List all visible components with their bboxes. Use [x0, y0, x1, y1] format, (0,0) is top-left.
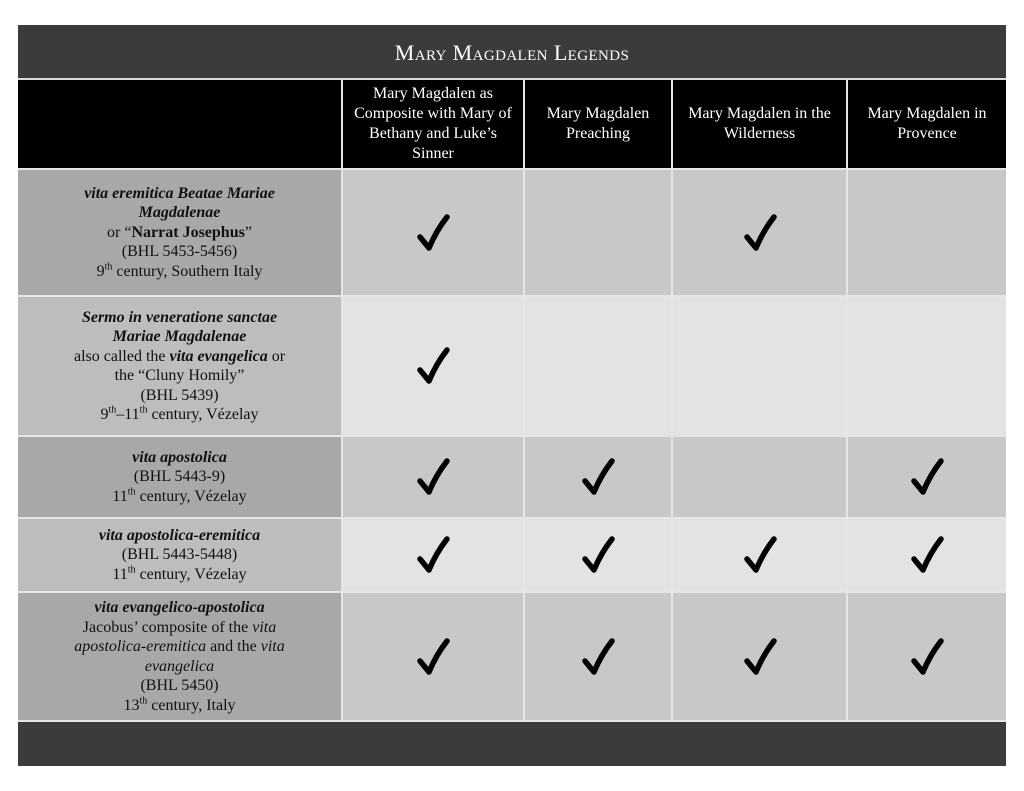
check-cell: [343, 593, 525, 722]
checkmark-icon: [416, 213, 450, 253]
text: or “: [107, 223, 132, 241]
check-cell: [525, 593, 673, 722]
text: evangelica: [144, 657, 215, 675]
text: century, Italy: [147, 696, 236, 714]
check-cell: [525, 297, 673, 437]
row-label: [18, 593, 343, 722]
check-cell: [343, 519, 525, 593]
header-corner: [18, 80, 343, 170]
text: century, Vézelay: [135, 487, 247, 505]
checkmark-icon: [416, 457, 450, 497]
checkmark-icon: [416, 346, 450, 386]
column-header-wilderness: Mary Magdalen in the Wilderness: [673, 80, 848, 170]
text: or: [267, 347, 286, 365]
check-cell: [848, 297, 1006, 437]
checkmark-icon: [743, 637, 777, 677]
checkmark-icon: [416, 637, 450, 677]
checkmark-icon: [910, 637, 944, 677]
text: vita eremitica Beatae Mariae: [84, 184, 275, 202]
checkmark-icon: [910, 535, 944, 575]
text: vita evangelico-apostolica: [94, 599, 265, 616]
legends-table: [18, 25, 1006, 766]
table-row: [18, 170, 1006, 297]
text: vita: [260, 638, 285, 655]
check-cell: [673, 297, 848, 437]
column-header-provence: Mary Magdalen in Provence: [848, 80, 1006, 170]
text: ”: [244, 223, 252, 241]
text: and the: [206, 638, 261, 655]
text: century, Vézelay: [147, 406, 259, 423]
column-header-preaching: Mary Magdalen Preaching: [525, 80, 673, 170]
text: (BHL 5439): [140, 386, 219, 404]
text: Narrat Josephus: [131, 223, 245, 241]
text: vita evangelica: [169, 347, 268, 365]
table-grid: [18, 80, 1006, 722]
row-label: [18, 297, 343, 437]
table-title: Mary Magdalen Legends: [18, 25, 1006, 80]
header-row: [18, 80, 1006, 170]
row-label: [18, 519, 343, 593]
text: (BHL 5453-5456): [121, 243, 238, 261]
check-cell: [848, 170, 1006, 297]
checkmark-icon: [910, 457, 944, 497]
check-cell: [673, 437, 848, 519]
check-cell: [343, 170, 525, 297]
checkmark-icon: [416, 535, 450, 575]
text: Mariae Magdalenae: [112, 328, 247, 345]
text: th: [139, 404, 148, 416]
check-cell: [343, 297, 525, 437]
text: century, Southern Italy: [112, 262, 263, 280]
check-cell: [525, 170, 673, 297]
checkmark-icon: [581, 637, 615, 677]
check-cell: [673, 519, 848, 593]
text: th: [127, 486, 136, 498]
check-cell: [525, 519, 673, 593]
text: 9: [96, 262, 105, 280]
text: 9: [100, 406, 109, 423]
column-header-composite: Mary Magdalen as Composite with Mary of Bethany and Luke’s Sinner: [343, 80, 525, 170]
text: apostolica-eremitica: [74, 638, 207, 655]
check-cell: [848, 519, 1006, 593]
text: century, Vézelay: [135, 565, 247, 583]
text: Jacobus’ composite of the: [82, 618, 253, 636]
check-cell: [848, 437, 1006, 519]
text: –11: [116, 406, 140, 423]
table-row: [18, 593, 1006, 722]
check-cell: [343, 437, 525, 519]
check-cell: [673, 593, 848, 722]
table-row: [18, 297, 1006, 437]
text: 13: [123, 696, 140, 714]
text: th: [139, 695, 148, 707]
text: also called the: [73, 347, 170, 365]
checkmark-icon: [581, 457, 615, 497]
text: Magdalenae: [138, 204, 221, 222]
text: vita apostolica-eremitica: [98, 526, 261, 544]
text: (BHL 5450): [140, 677, 219, 694]
text: 11: [112, 487, 128, 505]
text: th: [108, 404, 117, 416]
checkmark-icon: [743, 535, 777, 575]
footer-band: [18, 722, 1006, 766]
text: 11: [112, 565, 128, 583]
text: Sermo in veneratione sanctae: [81, 308, 278, 326]
checkmark-icon: [581, 535, 615, 575]
check-cell: [848, 593, 1006, 722]
table-row: [18, 519, 1006, 593]
checkmark-icon: [743, 213, 777, 253]
text: vita apostolica: [132, 448, 227, 466]
row-label: [18, 437, 343, 519]
text: the “Cluny Homily”: [114, 367, 245, 384]
text: (BHL 5443-9): [133, 468, 226, 486]
text: th: [127, 564, 136, 576]
check-cell: [525, 437, 673, 519]
check-cell: [673, 170, 848, 297]
text: th: [104, 261, 113, 273]
text: vita: [252, 618, 277, 636]
table-row: [18, 437, 1006, 519]
text: (BHL 5443-5448): [121, 546, 238, 564]
row-label: [18, 170, 343, 297]
